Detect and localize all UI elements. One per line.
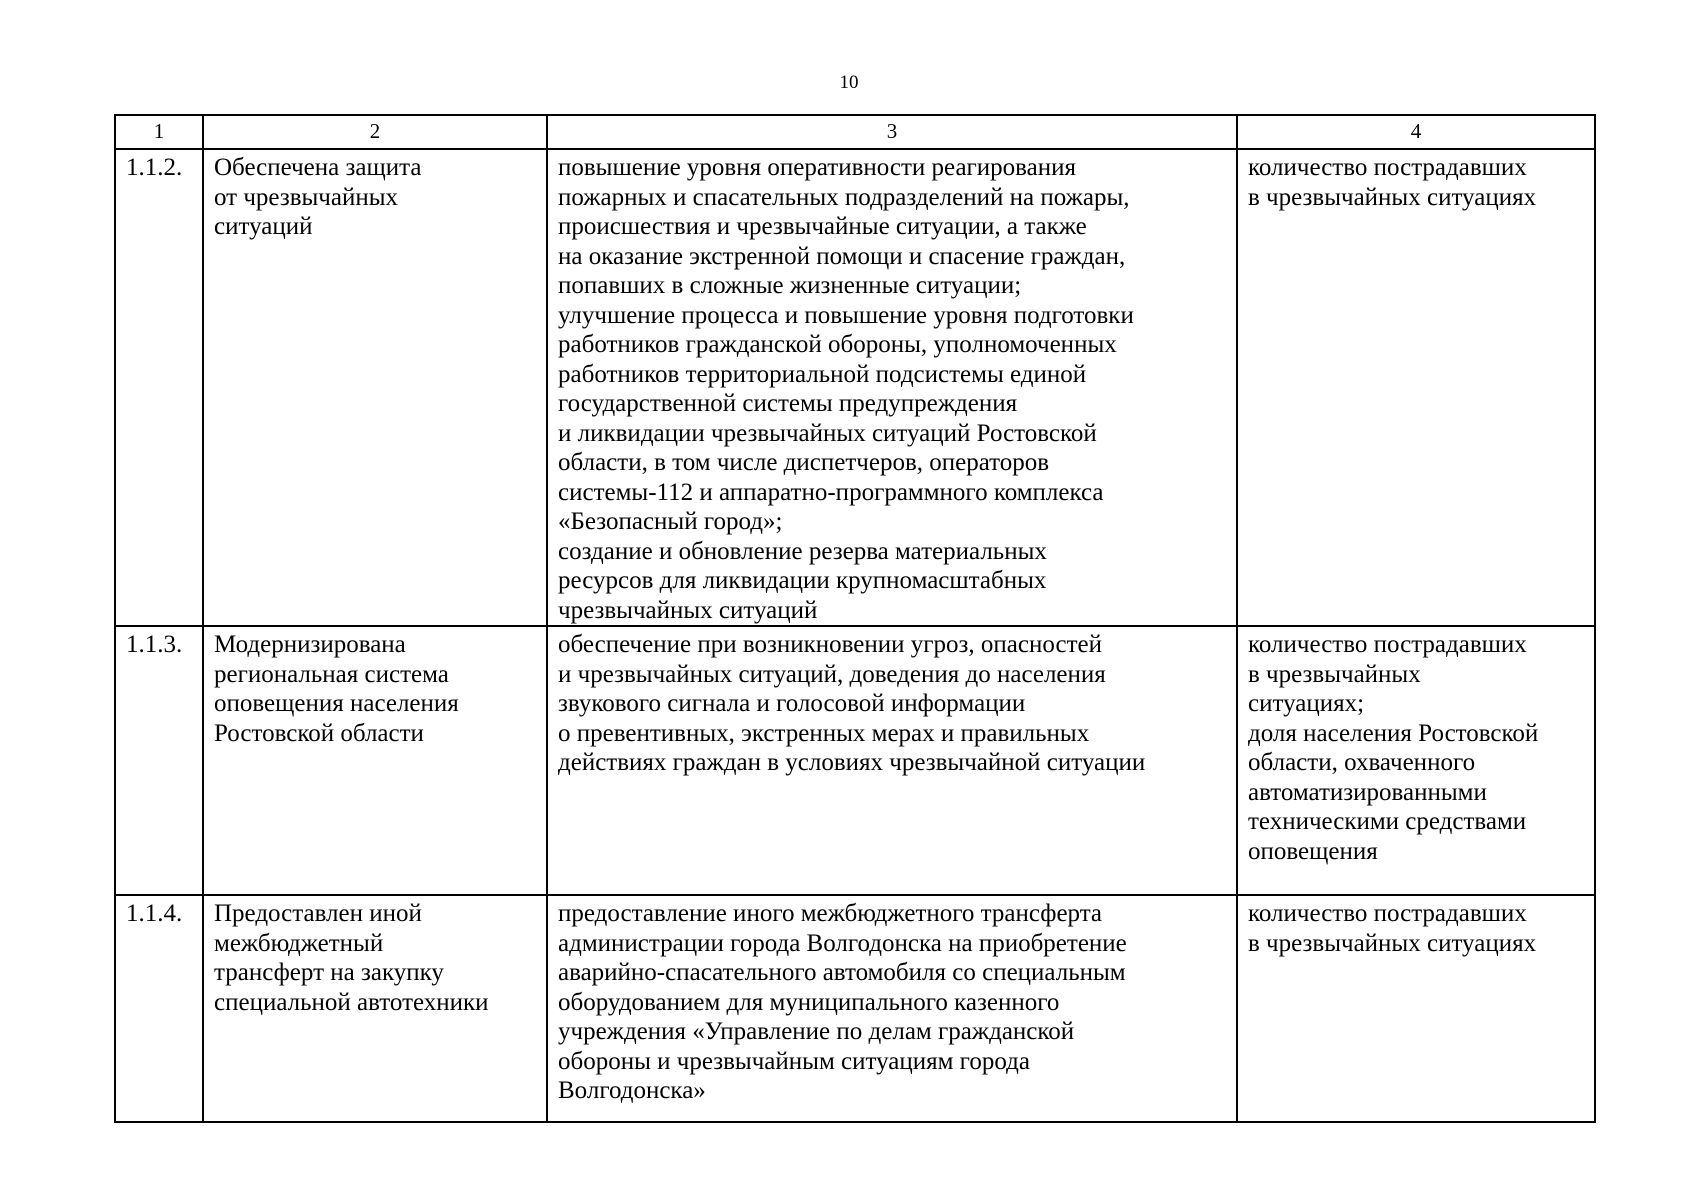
- column-header-3: 3: [547, 115, 1237, 149]
- title-line: региональная система: [214, 660, 449, 688]
- description-line: и чрезвычайных ситуаций, доведения до населения: [558, 660, 1106, 688]
- measure-description-cell: [547, 895, 1237, 1122]
- indicator-line: техническими средствами: [1248, 808, 1527, 835]
- column-header-1: 1: [115, 115, 203, 149]
- description-line: улучшение процесса и повышение уровня подготовки: [558, 301, 1134, 329]
- measure-title-cell: [203, 149, 547, 626]
- description-line: обеспечение при возникновении угроз, опасностей: [558, 631, 1102, 658]
- row-number: 1.1.4.: [126, 900, 183, 927]
- description-line: оборудованием для муниципального казенного: [558, 988, 1060, 1016]
- column-header-4: 4: [1237, 115, 1595, 149]
- indicator-line: в чрезвычайных ситуациях: [1248, 183, 1537, 211]
- indicator-line: оповещения: [1248, 837, 1378, 865]
- indicator-line: в чрезвычайных: [1248, 660, 1421, 688]
- description-line: работников территориальной подсистемы единой: [558, 360, 1087, 388]
- description-line: пожарных и спасательных подразделений на пожары,: [558, 183, 1130, 211]
- description-line: предоставление иного межбюджетного трансферта: [558, 900, 1103, 927]
- indicator-line: доля населения Ростовской: [1248, 719, 1539, 747]
- indicator-line: в чрезвычайных ситуациях: [1248, 929, 1537, 957]
- row-number-cell: [115, 895, 203, 1122]
- title-line: Ростовской области: [214, 719, 424, 747]
- table-header-row: [115, 115, 1595, 149]
- indicator-cell: [1237, 895, 1595, 1122]
- indicator-line: области, охваченного: [1248, 749, 1476, 776]
- column-header-2: 2: [203, 115, 547, 149]
- table-row: [115, 895, 1595, 1122]
- row-number: 1.1.2.: [126, 154, 183, 181]
- measure-description-cell: [547, 626, 1237, 895]
- description-line: попавших в сложные жизненные ситуации;: [558, 272, 1022, 299]
- description-line: работников гражданской обороны, уполномоченных: [558, 331, 1117, 358]
- table-row: [115, 149, 1595, 626]
- title-line: Предоставлен иной: [214, 900, 422, 927]
- title-line: ситуаций: [214, 213, 313, 240]
- indicator-line: ситуациях;: [1248, 690, 1365, 717]
- description-line: администрации города Волгодонска на приобретение: [558, 929, 1127, 957]
- description-line: государственной системы предупреждения: [558, 390, 1018, 417]
- description-line: создание и обновление резерва материальных: [558, 537, 1047, 565]
- measure-description-cell: [547, 149, 1237, 626]
- description-line: о превентивных, экстренных мерах и правильных: [558, 719, 1090, 747]
- title-line: межбюджетный: [214, 929, 384, 957]
- description-line: чрезвычайных ситуаций: [558, 596, 818, 624]
- description-line: повышение уровня оперативности реагирования: [558, 154, 1077, 181]
- description-line: звукового сигнала и голосовой информации: [558, 690, 1026, 717]
- indicator-cell: [1237, 626, 1595, 895]
- description-line: Волгодонска»: [558, 1077, 706, 1104]
- row-number-cell: [115, 149, 203, 626]
- row-number-cell: [115, 626, 203, 895]
- description-line: системы-112 и аппаратно-программного комплекса: [558, 478, 1104, 506]
- indicator-cell: [1237, 149, 1595, 626]
- indicator-line: автоматизированными: [1248, 778, 1487, 806]
- indicator-line: количество пострадавших: [1248, 154, 1527, 181]
- title-line: Модернизирована: [214, 631, 406, 658]
- description-line: на оказание экстренной помощи и спасение граждан,: [558, 242, 1126, 270]
- measure-title-cell: [203, 626, 547, 895]
- title-line: от чрезвычайных: [214, 183, 399, 211]
- title-line: трансферт на закупку: [214, 959, 444, 986]
- row-number: 1.1.3.: [126, 631, 183, 658]
- description-line: «Безопасный город»;: [558, 508, 783, 535]
- description-line: действиях граждан в условиях чрезвычайной ситуации: [558, 749, 1146, 776]
- description-line: и ликвидации чрезвычайных ситуаций Ростовской: [558, 419, 1097, 447]
- description-line: учреждения «Управление по делам гражданской: [558, 1018, 1075, 1045]
- description-line: области, в том числе диспетчеров, операторов: [558, 449, 1050, 476]
- description-line: обороны и чрезвычайным ситуациям города: [558, 1047, 1030, 1075]
- title-line: Обеспечена защита: [214, 154, 422, 181]
- table-row: [115, 626, 1595, 895]
- title-line: оповещения населения: [214, 690, 459, 717]
- indicator-line: количество пострадавших: [1248, 631, 1527, 658]
- description-line: аварийно-спасательного автомобиля со специальным: [558, 959, 1126, 986]
- page-number: 10: [839, 72, 859, 93]
- description-line: ресурсов для ликвидации крупномасштабных: [558, 567, 1047, 594]
- description-line: происшествия и чрезвычайные ситуации, а также: [558, 213, 1087, 240]
- measure-title-cell: [203, 895, 547, 1122]
- title-line: специальной автотехники: [214, 988, 489, 1016]
- indicator-line: количество пострадавших: [1248, 900, 1527, 927]
- measures-table: [114, 114, 1596, 1123]
